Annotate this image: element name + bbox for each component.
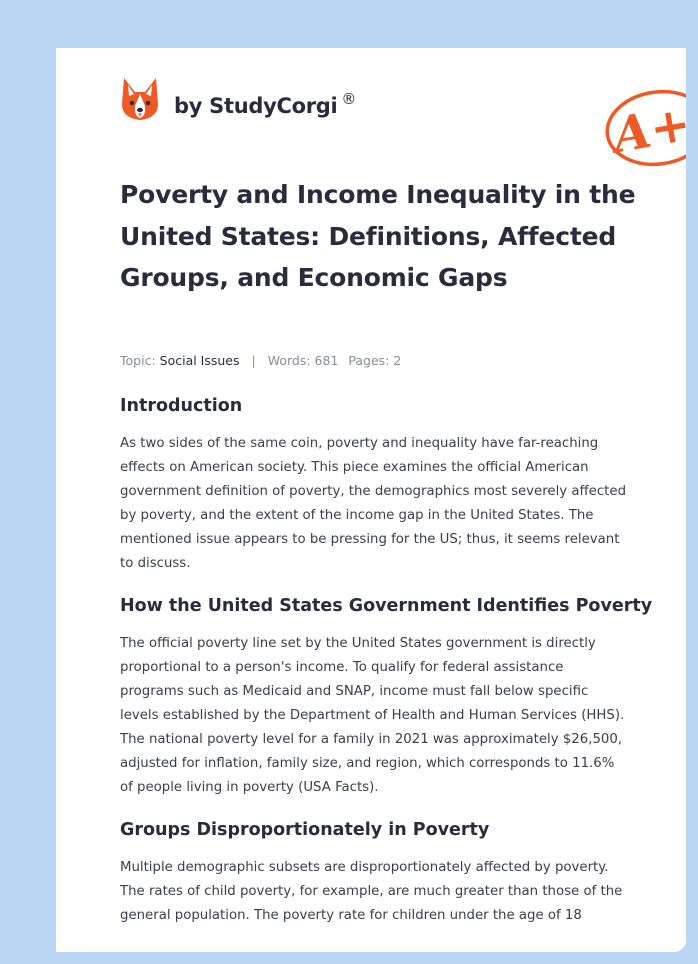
document-meta — [120, 353, 401, 368]
page-count: Pages: 2 — [348, 353, 402, 368]
word-count: Words: 681 — [267, 353, 339, 368]
grade-text: A+ — [608, 95, 695, 165]
header — [120, 76, 695, 165]
section-text-poverty-definition: The official poverty line set by the United States government is directly proportional to a person's income. To qualify for federal assistance programs such as Medicaid and SNAP, income must fall below specific levels established by the Department of Health and Human Services (HHS). The national poverty level for a family in 2021 was approximately $26,500, adjusted for inflation, family size, and region, which corresponds to 11.6% of people living in poverty (USA Facts). — [120, 636, 625, 795]
section-text-groups: Multiple demographic subsets are disproportionately affected by poverty. The rates of child poverty, for example, are much greater than those of the general population. The poverty rate for children under the age of 18 — [120, 860, 623, 923]
article-body — [120, 394, 653, 946]
corgi-logo-icon[interactable] — [120, 76, 160, 122]
section-heading-groups: Groups Disproportionately in Poverty — [120, 820, 490, 840]
brand-name[interactable]: by StudyCorgi ® — [174, 90, 357, 118]
meta-separator: | — [251, 353, 256, 368]
topic-label: Topic: — [120, 353, 156, 368]
section-text-introduction: As two sides of the same coin, poverty and inequality have far-reaching effects on American society. This piece examines the official American government definition of poverty, the demographics most severely affected by poverty, and the extent of the income gap in the United States. The mentioned issue appears to be pressing for the US; thus, it seems relevant to discuss. — [120, 436, 627, 571]
document-page — [56, 48, 695, 952]
grade-a-plus-icon — [602, 86, 695, 170]
page-title: Poverty and Income Inequality in the United States: Definitions, Affected Groups, and Economic Gaps — [120, 180, 636, 292]
section-heading-introduction: Introduction — [120, 396, 243, 416]
registered-mark: ® — [341, 90, 357, 108]
section-heading-poverty-definition: How the United States Government Identifies Poverty — [120, 596, 653, 616]
topic-link[interactable]: Social Issues — [159, 353, 240, 368]
